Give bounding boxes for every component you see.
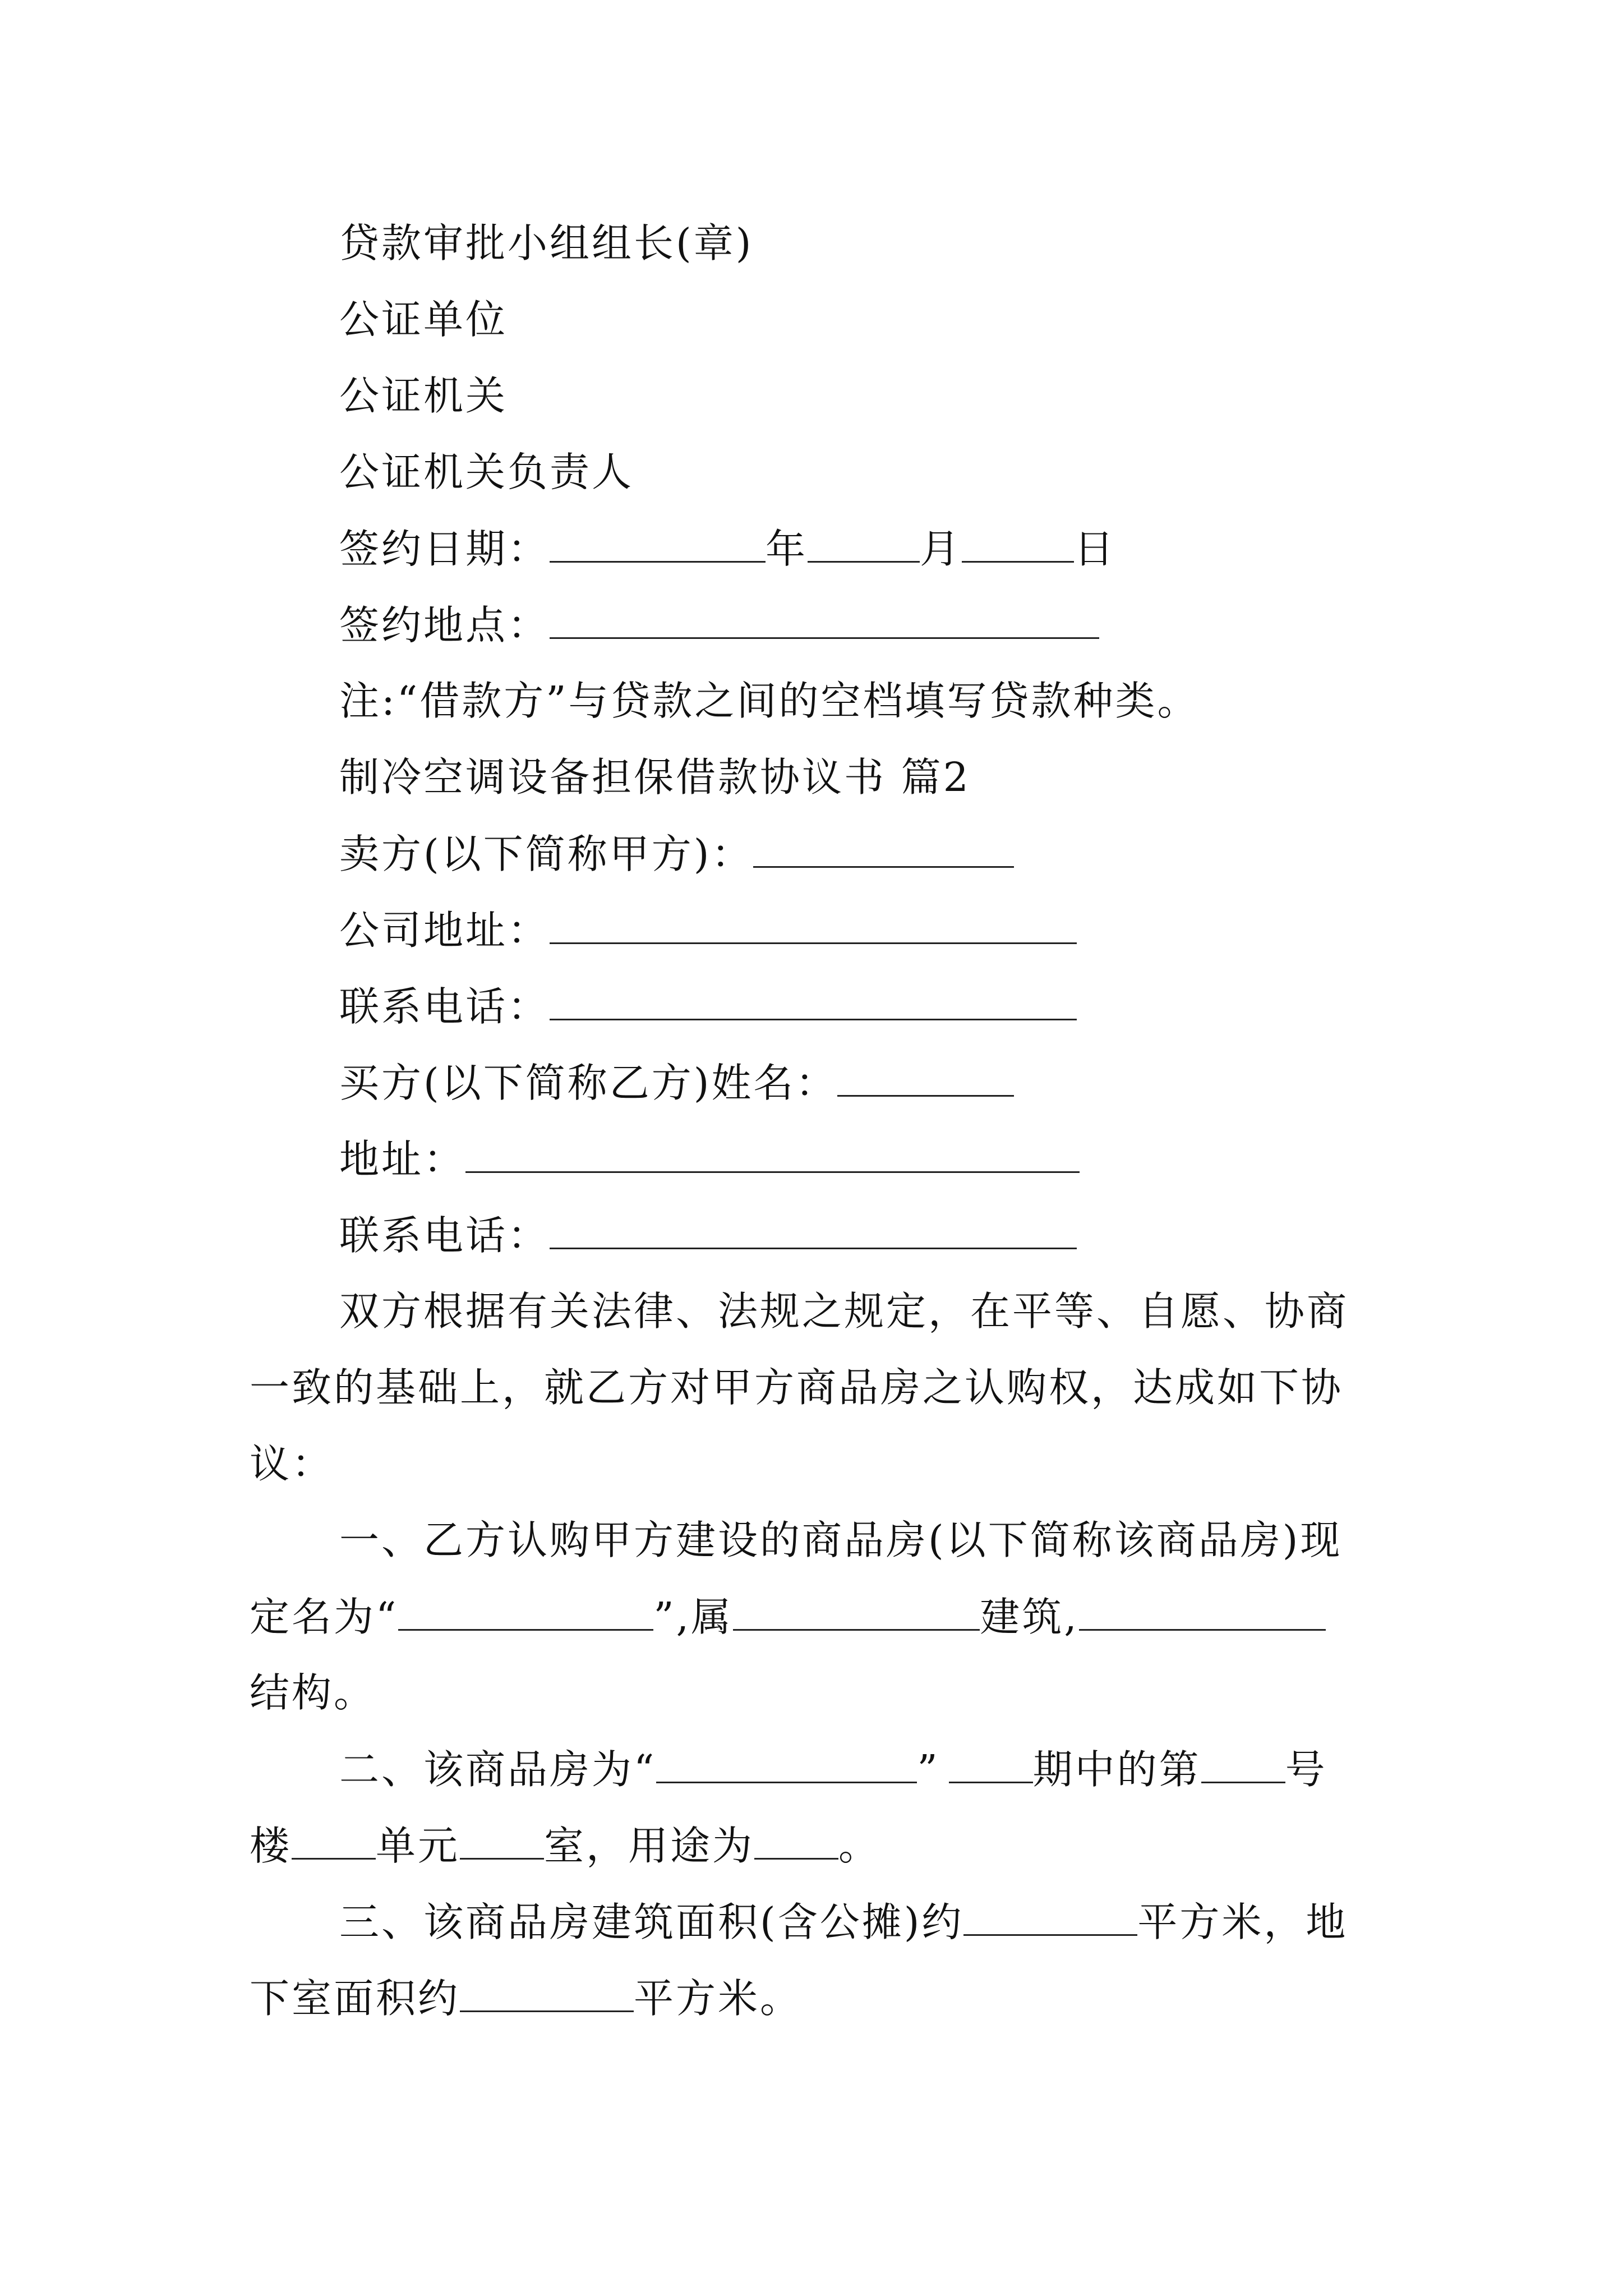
- clause1-text-b: ”,属: [653, 1594, 734, 1640]
- sign-date-line: [339, 526, 1117, 572]
- floor-area-blank: [963, 1902, 1137, 1936]
- building-no-blank: [1201, 1749, 1285, 1783]
- sign-place-line: [339, 602, 1099, 648]
- clause2-text-e: 楼: [250, 1823, 292, 1869]
- clause2-text-a: 二、该商品房为“: [339, 1746, 657, 1793]
- phase-blank: [949, 1749, 1033, 1783]
- clause1-text-c: 建筑,: [980, 1594, 1079, 1640]
- note-line: 注:“借款方”与贷款之间的空档填写贷款种类。: [339, 678, 1200, 724]
- buyer-phone-line: [339, 1212, 1077, 1259]
- clause2-text-h: 。: [838, 1823, 881, 1869]
- clause2-line-2: [250, 1823, 881, 1869]
- basement-area-blank: [460, 1978, 634, 2012]
- clause3-line-2: [250, 1975, 803, 2022]
- clause2-text-f: 单元: [376, 1823, 460, 1869]
- month-label: 月: [920, 526, 962, 572]
- day-label: 日: [1074, 526, 1117, 572]
- seller-phone-label: 联系电话：: [339, 983, 550, 1030]
- seller-blank: [753, 834, 1014, 868]
- clause3-text-c: 下室面积约: [250, 1975, 460, 2022]
- sign-date-label: 签约日期：: [339, 526, 550, 572]
- clause2-text-g: 室，用途为: [544, 1823, 755, 1869]
- company-address-blank: [550, 910, 1077, 944]
- company-address-label: 公司地址：: [339, 907, 550, 954]
- seller-label: 卖方(以下简称甲方)：: [339, 831, 754, 877]
- clause1-line-2: [250, 1594, 1326, 1640]
- house-name-blank: [398, 1596, 653, 1631]
- clause2-text-d: 号: [1285, 1746, 1327, 1793]
- sign-year-blank: [550, 528, 766, 563]
- buyer-phone-blank: [550, 1215, 1077, 1249]
- buyer-name-blank: [837, 1062, 1014, 1097]
- seller-line: [339, 831, 1014, 877]
- buyer-address-label: 地址：: [339, 1136, 466, 1182]
- notary-office-line: 公证机关: [339, 372, 508, 419]
- sign-place-label: 签约地点：: [339, 602, 550, 648]
- sign-month-blank: [808, 528, 920, 563]
- clause2-text-b: ”: [917, 1746, 940, 1793]
- clause1-text-a: 定名为“: [250, 1594, 399, 1640]
- intro-line-2: 一致的基础上，就乙方对甲方商品房之认购权，达成如下协: [250, 1364, 1344, 1411]
- clause1-line-1: 一、乙方认购甲方建设的商品房(以下简称该商品房)现: [339, 1517, 1343, 1563]
- approval-leader-line: 贷款审批小组组长(章): [339, 220, 754, 266]
- sign-place-blank: [550, 605, 1099, 639]
- clause3-text-b: 平方米，地: [1137, 1899, 1348, 1945]
- sign-day-blank: [962, 528, 1074, 563]
- clause2-line-1: [339, 1746, 1327, 1793]
- project-name-blank: [656, 1749, 917, 1783]
- building-type-blank: [733, 1596, 980, 1631]
- room-blank: [460, 1825, 544, 1860]
- seller-phone-line: [339, 983, 1077, 1030]
- clause1-line-3: 结构。: [250, 1669, 376, 1716]
- intro-line-3: 议：: [250, 1441, 334, 1487]
- notary-head-line: 公证机关负责人: [339, 449, 634, 495]
- notary-unit-line: 公证单位: [339, 296, 508, 343]
- buyer-phone-label: 联系电话：: [339, 1212, 550, 1259]
- seller-phone-blank: [550, 986, 1077, 1020]
- clause3-text-a: 三、该商品房建筑面积(含公摊)约: [339, 1899, 964, 1945]
- intro-line-1: 双方根据有关法律、法规之规定，在平等、自愿、协商: [339, 1288, 1349, 1335]
- buyer-address-line: [339, 1136, 1080, 1182]
- year-label: 年: [766, 526, 808, 572]
- buyer-label: 买方(以下简称乙方)姓名：: [339, 1060, 838, 1106]
- structure-blank: [1079, 1596, 1326, 1631]
- section-title: 制冷空调设备担保借款协议书 篇2: [339, 754, 971, 800]
- unit-blank: [292, 1825, 376, 1860]
- clause2-text-c: 期中的第: [1032, 1746, 1201, 1793]
- company-address-line: [339, 907, 1077, 954]
- clause3-line-1: [339, 1899, 1348, 1945]
- buyer-address-blank: [465, 1139, 1080, 1173]
- buyer-line: [339, 1060, 1014, 1106]
- usage-blank: [754, 1825, 838, 1860]
- clause3-text-d: 平方米。: [634, 1975, 803, 2022]
